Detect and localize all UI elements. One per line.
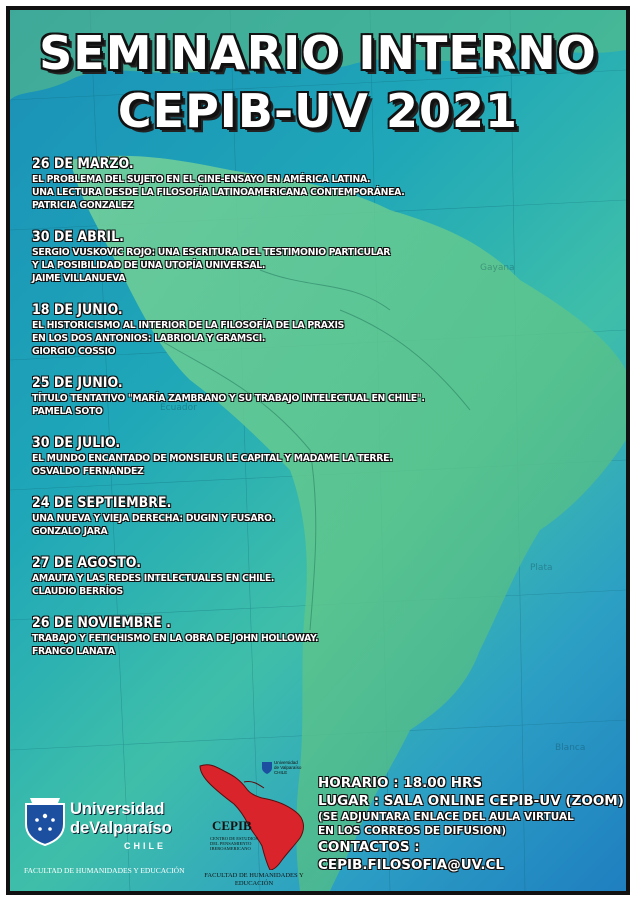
event-line: TRABAJO Y FETICHISMO EN LA OBRA DE JOHN HOLLOWAY. xyxy=(32,633,319,644)
cepib-facultad: FACULTAD DE HUMANIDADES Y EDUCACIÓN xyxy=(204,872,304,887)
event-line: EL PROBLEMA DEL SUJETO EN EL CINE-ENSAYO EN AMÉRICA LATINA. xyxy=(32,174,371,185)
seminar-poster xyxy=(6,6,630,895)
event-line: AMAUTA Y LAS REDES INTELECTUALES EN CHILE. xyxy=(32,573,275,584)
uv-shield-icon xyxy=(24,794,66,846)
event-speaker: CLAUDIO BERRÍOS xyxy=(32,586,123,597)
event-speaker: PATRICIA GONZALEZ xyxy=(32,200,134,211)
cepib-subtitle: CENTRO DE ESTUDIOS DEL PENSAMIENTO IBEROAMERICANO xyxy=(210,836,258,851)
svg-text:Blanca: Blanca xyxy=(555,743,586,753)
contact-email[interactable]: CEPIB.FILOSOFIA@UV.CL xyxy=(318,857,505,873)
event-item xyxy=(32,435,462,478)
lugar: LUGAR : SALA ONLINE CEPIB-UV (ZOOM) xyxy=(318,793,624,809)
event-line: Y LA POSIBILIDAD DE UNA UTOPÍA UNIVERSAL. xyxy=(32,260,266,271)
event-item xyxy=(32,156,462,212)
uv-mini-badge xyxy=(262,758,306,788)
uv-facultad: FACULTAD DE HUMANIDADES Y EDUCACIÓN xyxy=(24,866,185,875)
event-line: UNA LECTURA DESDE LA FILOSOFÍA LATINOAMERICANA CONTEMPORÁNEA. xyxy=(32,187,405,198)
event-item xyxy=(32,375,462,418)
horario: HORARIO : 18.00 HRS xyxy=(318,775,483,791)
universidad-valparaiso-logo xyxy=(24,786,194,886)
event-speaker: FRANCO LANATA xyxy=(32,646,115,657)
uv-chile: CHILE xyxy=(124,841,166,851)
event-speaker: JAIME VILLANUEVA xyxy=(32,273,126,284)
event-date: 27 DE AGOSTO. xyxy=(32,555,141,571)
nota-line1: (SE ADJUNTARA ENLACE DEL AULA VIRTUAL xyxy=(318,811,574,823)
svg-text:Ecuador: Ecuador xyxy=(160,403,197,413)
svg-text:Gayana: Gayana xyxy=(480,263,515,273)
event-date: 26 DE MARZO. xyxy=(32,156,134,172)
poster-title-line2: CEPIB-UV 2021 xyxy=(117,84,519,138)
uv-name-line2: deValparaíso xyxy=(70,819,172,837)
event-item xyxy=(32,615,462,658)
svg-text:Plata: Plata xyxy=(530,563,553,573)
event-line: SERGIO VUSKOVIC ROJO: UNA ESCRITURA DEL TESTIMONIO PARTICULAR xyxy=(32,247,391,258)
mini-badge-text: Universidad de Valparaíso CHILE xyxy=(274,760,302,775)
event-item xyxy=(32,229,462,285)
event-line: TÍTULO TENTATIVO "MARÍA ZAMBRANO Y SU TRABAJO INTELECTUAL EN CHILE". xyxy=(32,393,425,404)
event-line: EL HISTORICISMO AL INTERIOR DE LA FILOSOFÍA DE LA PRAXIS xyxy=(32,320,345,331)
event-item xyxy=(32,555,462,598)
events-list xyxy=(32,156,462,675)
event-date: 18 DE JUNIO. xyxy=(32,302,123,318)
event-speaker: GIORGIO COSSIO xyxy=(32,346,116,357)
event-date: 30 DE ABRIL. xyxy=(32,229,124,245)
event-item xyxy=(32,495,462,538)
event-line: EL MUNDO ENCANTADO DE MONSIEUR LE CAPITAL Y MADAME LA TERRE. xyxy=(32,453,393,464)
mini-shield-icon xyxy=(262,760,272,774)
event-date: 30 DE JULIO. xyxy=(32,435,121,451)
event-speaker: OSVALDO FERNANDEZ xyxy=(32,466,144,477)
contactos-label: CONTACTOS : xyxy=(318,839,420,855)
nota-line2: EN LOS CORREOS DE DIFUSION) xyxy=(318,825,507,837)
event-line: UNA NUEVA Y VIEJA DERECHA: DUGIN Y FUSARO. xyxy=(32,513,275,524)
event-speaker: PAMELA SOTO xyxy=(32,406,103,417)
event-info xyxy=(318,774,628,874)
event-item xyxy=(32,302,462,358)
event-date: 25 DE JUNIO. xyxy=(32,375,123,391)
event-date: 26 DE NOVIEMBRE . xyxy=(32,615,171,631)
event-date: 24 DE SEPTIEMBRE. xyxy=(32,495,172,511)
event-line: EN LOS DOS ANTONIOS: LABRIOLA Y GRAMSCI. xyxy=(32,333,266,344)
uv-name-line1: Universidad xyxy=(70,800,165,818)
cepib-name: CEPIB xyxy=(212,818,252,833)
uv-name xyxy=(70,800,172,838)
poster-title-line1: SEMINARIO INTERNO xyxy=(39,26,597,80)
event-speaker: GONZALO JARA xyxy=(32,526,108,537)
